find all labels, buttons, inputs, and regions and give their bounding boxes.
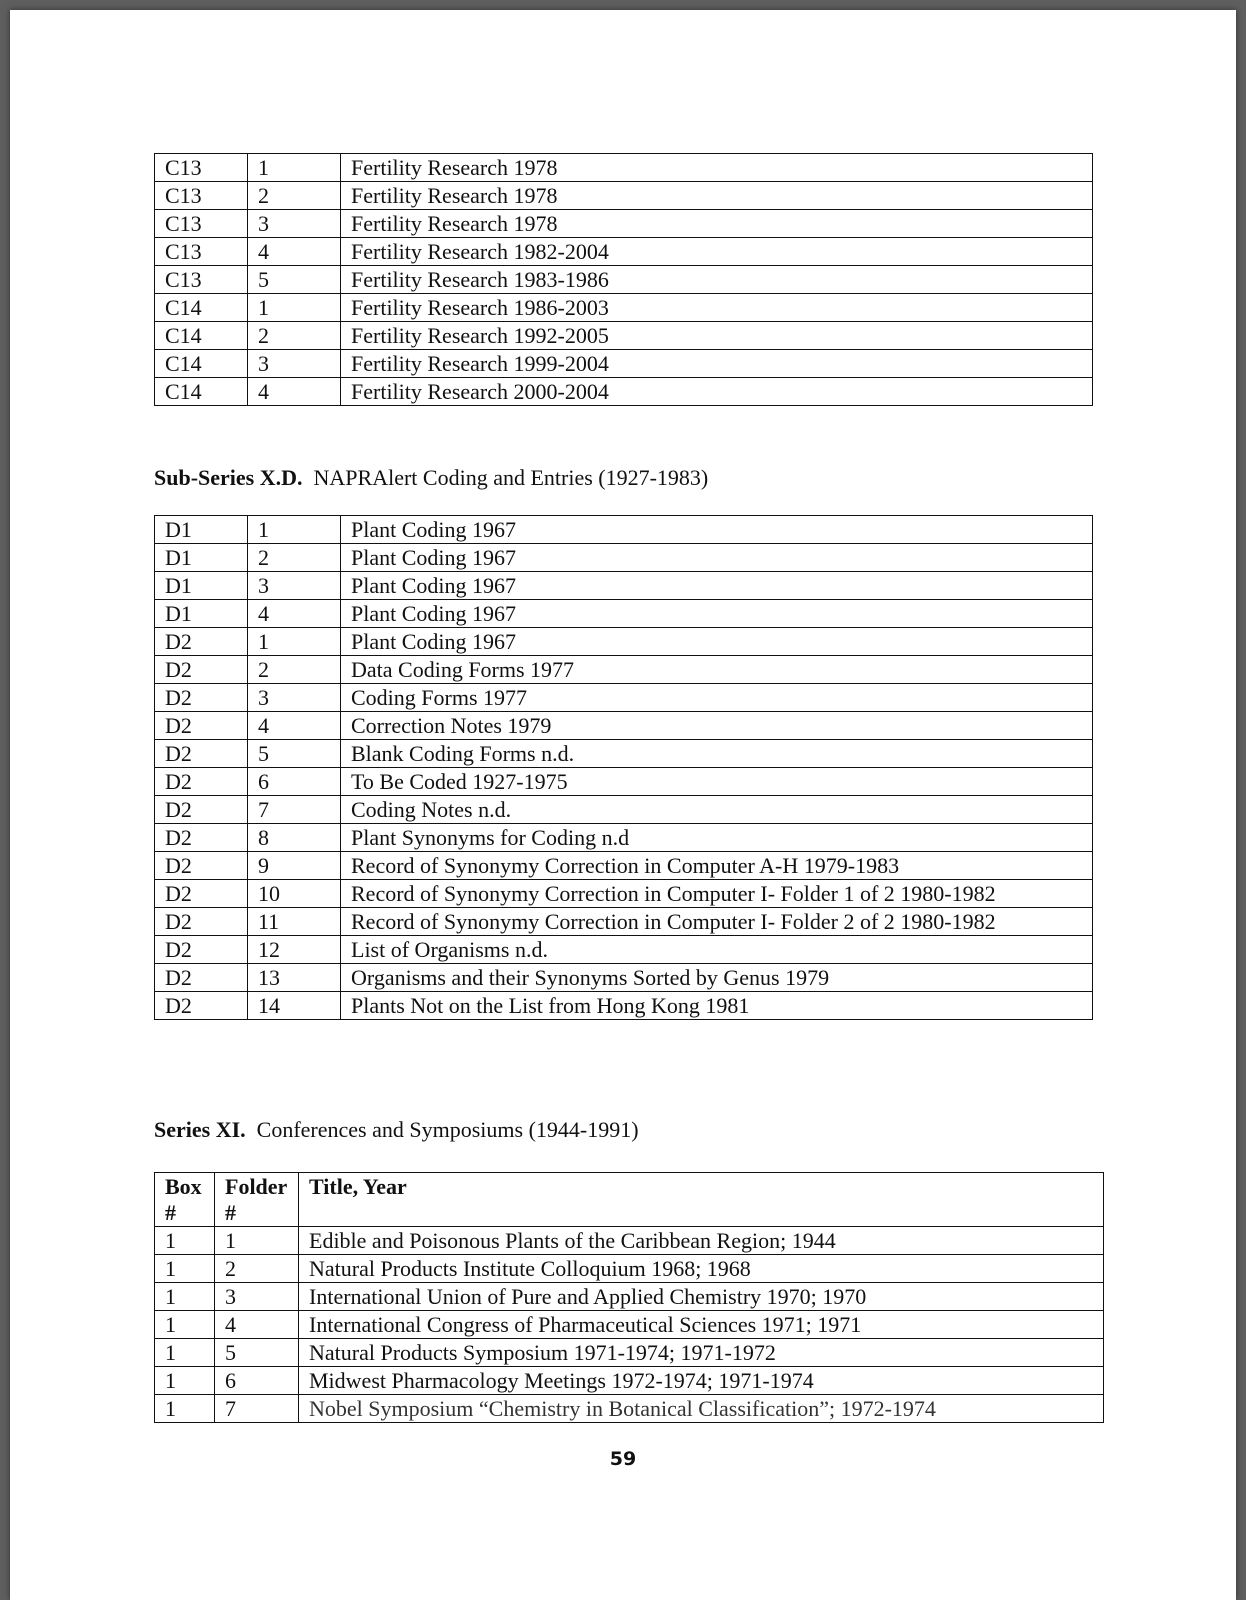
folder-cell: 6 [248, 768, 341, 796]
table-row [155, 182, 1093, 210]
series-xi-rows [155, 1227, 1104, 1423]
title-cell: Midwest Pharmacology Meetings 1972-1974; 1971-1974 [299, 1367, 1104, 1395]
title-cell: Fertility Research 1983-1986 [341, 266, 1093, 294]
box-cell: D2 [155, 740, 248, 768]
table-row [155, 210, 1093, 238]
folder-cell: 4 [248, 600, 341, 628]
folder-cell: 2 [248, 656, 341, 684]
table-row [155, 992, 1093, 1020]
folder-cell: 4 [248, 712, 341, 740]
page-number: 59 [609, 1448, 637, 1470]
folder-cell: 3 [248, 210, 341, 238]
box-cell: D2 [155, 824, 248, 852]
table-row [155, 600, 1093, 628]
box-cell: C14 [155, 294, 248, 322]
sub-series-x-d-rows [155, 516, 1093, 1020]
box-cell: D2 [155, 936, 248, 964]
title-cell: Record of Synonymy Correction in Computer I- Folder 2 of 2 1980-1982 [341, 908, 1093, 936]
series-x-c-table [154, 153, 1093, 406]
folder-cell: 2 [215, 1255, 299, 1283]
box-cell: D2 [155, 768, 248, 796]
folder-cell: 3 [215, 1283, 299, 1311]
title-cell: Fertility Research 1978 [341, 182, 1093, 210]
folder-cell: 3 [248, 350, 341, 378]
folder-cell: 5 [248, 740, 341, 768]
table-row [155, 572, 1093, 600]
table-row [155, 684, 1093, 712]
table-row [155, 1367, 1104, 1395]
column-header-box: Box # [155, 1173, 215, 1227]
table-row [155, 852, 1093, 880]
box-cell: C14 [155, 322, 248, 350]
series-xi-title: Conferences and Symposiums (1944-1991) [256, 1117, 639, 1142]
folder-cell: 8 [248, 824, 341, 852]
table-row [155, 964, 1093, 992]
box-cell: 1 [155, 1339, 215, 1367]
folder-cell: 4 [248, 238, 341, 266]
folder-cell: 6 [215, 1367, 299, 1395]
box-cell: D2 [155, 684, 248, 712]
table-row [155, 294, 1093, 322]
title-cell: Fertility Research 1999-2004 [341, 350, 1093, 378]
folder-cell: 2 [248, 182, 341, 210]
box-cell: D1 [155, 516, 248, 544]
title-cell: Correction Notes 1979 [341, 712, 1093, 740]
title-cell: Record of Synonymy Correction in Computer A-H 1979-1983 [341, 852, 1093, 880]
folder-cell: 3 [248, 572, 341, 600]
box-cell: D2 [155, 712, 248, 740]
box-cell: 1 [155, 1311, 215, 1339]
table-row [155, 544, 1093, 572]
table-row [155, 740, 1093, 768]
table-row [155, 1255, 1104, 1283]
column-header-title: Title, Year [299, 1173, 1104, 1227]
sub-series-x-d-label: Sub-Series X.D. [154, 465, 303, 490]
title-cell: Coding Notes n.d. [341, 796, 1093, 824]
table-row [155, 322, 1093, 350]
box-cell: D1 [155, 600, 248, 628]
folder-cell: 1 [248, 154, 341, 182]
table-row [155, 712, 1093, 740]
title-cell: Plant Coding 1967 [341, 628, 1093, 656]
folder-cell: 7 [248, 796, 341, 824]
box-cell: C14 [155, 378, 248, 406]
title-cell: Data Coding Forms 1977 [341, 656, 1093, 684]
table-row [155, 796, 1093, 824]
folder-cell: 5 [248, 266, 341, 294]
series-xi-heading [154, 1117, 639, 1143]
box-cell: D2 [155, 964, 248, 992]
sub-series-x-d-table [154, 515, 1093, 1020]
column-header-folder: Folder # [215, 1173, 299, 1227]
folder-cell: 13 [248, 964, 341, 992]
folder-cell: 12 [248, 936, 341, 964]
title-cell: Plants Not on the List from Hong Kong 1981 [341, 992, 1093, 1020]
title-cell: Fertility Research 1982-2004 [341, 238, 1093, 266]
title-cell: Edible and Poisonous Plants of the Caribbean Region; 1944 [299, 1227, 1104, 1255]
table-row [155, 908, 1093, 936]
folder-cell: 7 [215, 1395, 299, 1423]
folder-cell: 3 [248, 684, 341, 712]
series-xi-table [154, 1172, 1104, 1423]
folder-cell: 1 [215, 1227, 299, 1255]
box-cell: D2 [155, 656, 248, 684]
box-cell: 1 [155, 1227, 215, 1255]
box-cell: D2 [155, 796, 248, 824]
table-row [155, 880, 1093, 908]
folder-cell: 4 [215, 1311, 299, 1339]
box-cell: 1 [155, 1367, 215, 1395]
table-row [155, 154, 1093, 182]
title-cell: To Be Coded 1927-1975 [341, 768, 1093, 796]
box-cell: C13 [155, 182, 248, 210]
title-cell: Plant Synonyms for Coding n.d [341, 824, 1093, 852]
box-cell: 1 [155, 1283, 215, 1311]
series-x-c-rows [155, 154, 1093, 406]
box-cell: 1 [155, 1255, 215, 1283]
folder-cell: 4 [248, 378, 341, 406]
table-row [155, 1311, 1104, 1339]
sub-series-x-d-heading [154, 465, 708, 491]
table-row [155, 768, 1093, 796]
table-row [155, 378, 1093, 406]
table-row [155, 628, 1093, 656]
folder-cell: 1 [248, 628, 341, 656]
table-header-row [155, 1173, 1104, 1227]
sub-series-x-d-title: NAPRAlert Coding and Entries (1927-1983) [313, 465, 709, 490]
table-row [155, 936, 1093, 964]
box-cell: D2 [155, 992, 248, 1020]
title-cell: Fertility Research 2000-2004 [341, 378, 1093, 406]
title-cell: Fertility Research 1978 [341, 154, 1093, 182]
title-cell: Natural Products Symposium 1971-1974; 1971-1972 [299, 1339, 1104, 1367]
table-row [155, 238, 1093, 266]
box-cell: C13 [155, 210, 248, 238]
box-cell: D1 [155, 544, 248, 572]
folder-cell: 9 [248, 852, 341, 880]
box-cell: D2 [155, 852, 248, 880]
folder-cell: 10 [248, 880, 341, 908]
title-cell: Organisms and their Synonyms Sorted by Genus 1979 [341, 964, 1093, 992]
title-cell: International Union of Pure and Applied Chemistry 1970; 1970 [299, 1283, 1104, 1311]
table-row [155, 1395, 1104, 1423]
table-row [155, 516, 1093, 544]
folder-cell: 2 [248, 322, 341, 350]
title-cell: Plant Coding 1967 [341, 544, 1093, 572]
folder-cell: 14 [248, 992, 341, 1020]
title-cell: Plant Coding 1967 [341, 516, 1093, 544]
title-cell: Fertility Research 1978 [341, 210, 1093, 238]
table-row [155, 1227, 1104, 1255]
table-row [155, 350, 1093, 378]
title-cell: Plant Coding 1967 [341, 600, 1093, 628]
title-cell: Coding Forms 1977 [341, 684, 1093, 712]
title-cell: Record of Synonymy Correction in Computer I- Folder 1 of 2 1980-1982 [341, 880, 1093, 908]
folder-cell: 2 [248, 544, 341, 572]
box-cell: C13 [155, 238, 248, 266]
title-cell: Blank Coding Forms n.d. [341, 740, 1093, 768]
box-cell: D2 [155, 880, 248, 908]
document-page [10, 10, 1236, 1600]
folder-cell: 5 [215, 1339, 299, 1367]
folder-cell: 1 [248, 294, 341, 322]
table-row [155, 266, 1093, 294]
series-xi-label: Series XI. [154, 1117, 246, 1142]
box-cell: D1 [155, 572, 248, 600]
table-row [155, 1339, 1104, 1367]
box-cell: C13 [155, 154, 248, 182]
box-cell: D2 [155, 628, 248, 656]
title-cell: Fertility Research 1986-2003 [341, 294, 1093, 322]
folder-cell: 11 [248, 908, 341, 936]
title-cell: International Congress of Pharmaceutical Sciences 1971; 1971 [299, 1311, 1104, 1339]
box-cell: 1 [155, 1395, 215, 1423]
table-row [155, 656, 1093, 684]
title-cell: Natural Products Institute Colloquium 1968; 1968 [299, 1255, 1104, 1283]
folder-cell: 1 [248, 516, 341, 544]
title-cell: List of Organisms n.d. [341, 936, 1093, 964]
table-row [155, 1283, 1104, 1311]
table-row [155, 824, 1093, 852]
box-cell: D2 [155, 908, 248, 936]
title-cell: Nobel Symposium “Chemistry in Botanical Classification”; 1972-1974 [299, 1395, 1104, 1423]
box-cell: C13 [155, 266, 248, 294]
title-cell: Fertility Research 1992-2005 [341, 322, 1093, 350]
title-cell: Plant Coding 1967 [341, 572, 1093, 600]
box-cell: C14 [155, 350, 248, 378]
